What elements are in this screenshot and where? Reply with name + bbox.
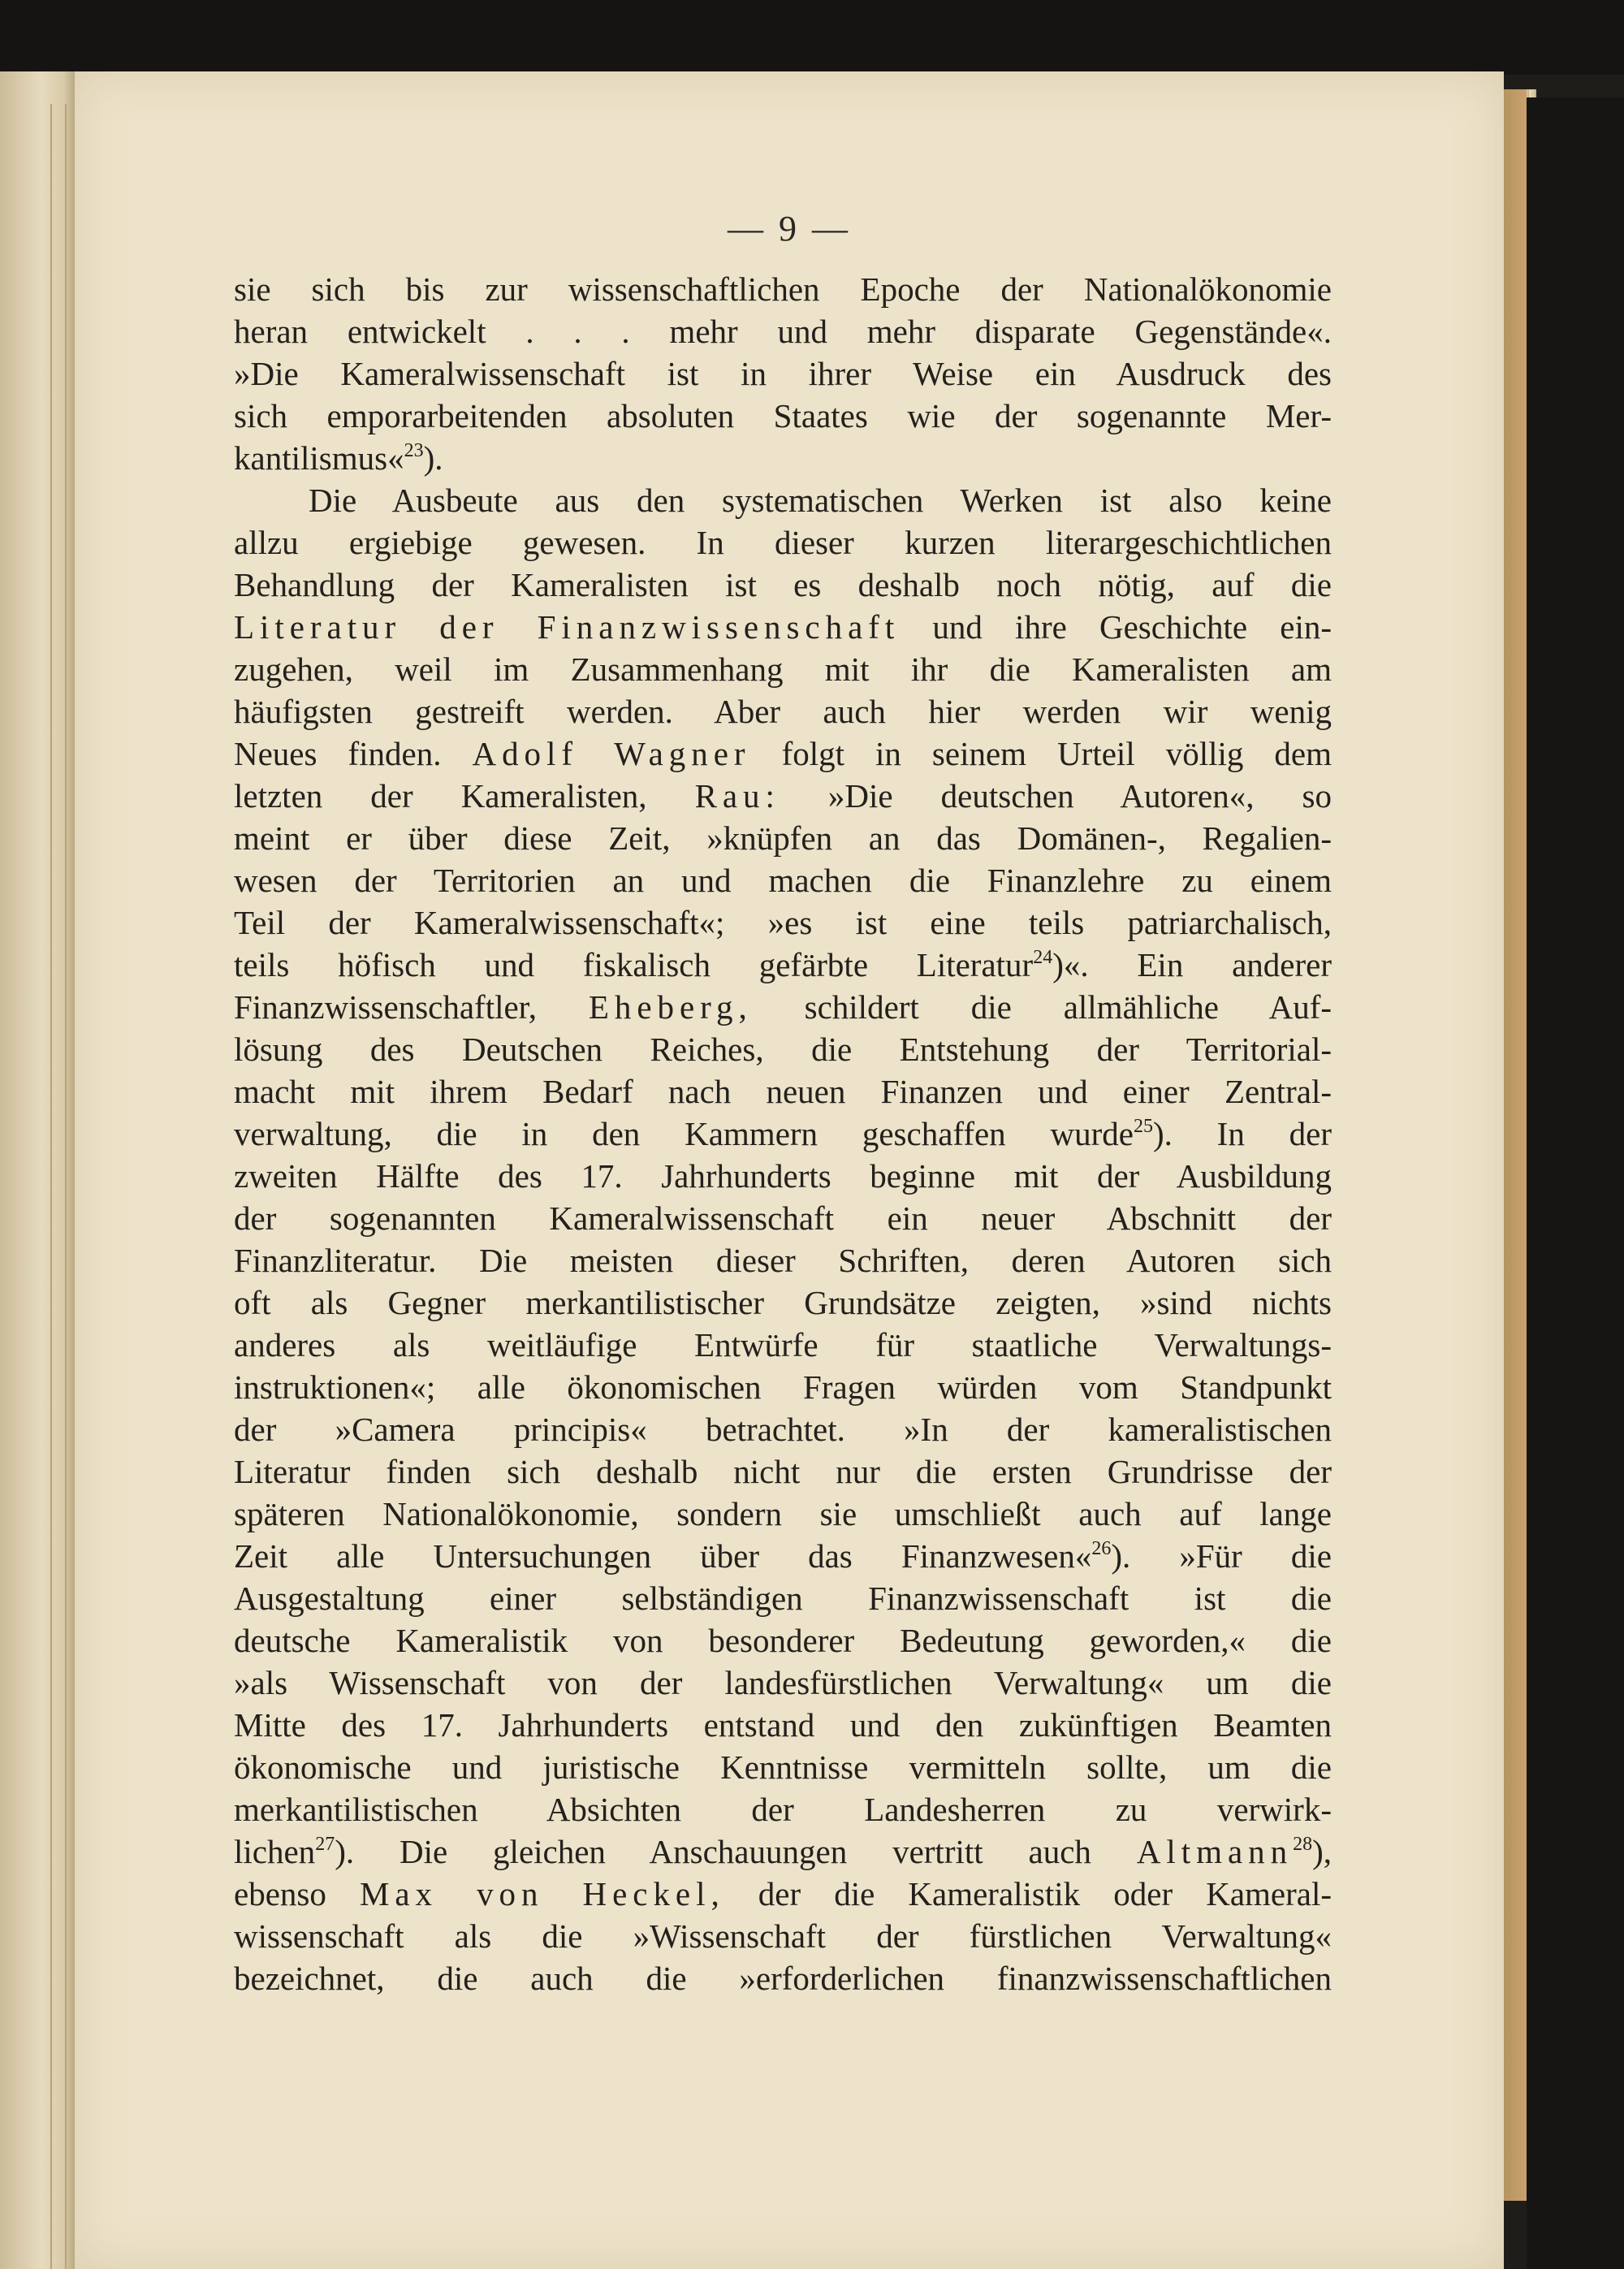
text-line (234, 648, 1332, 690)
text-line (234, 1915, 1332, 1957)
text-line (234, 1113, 1332, 1155)
footnote-ref: 23 (404, 440, 424, 461)
text-line (234, 1028, 1332, 1070)
text-run: teils höfisch und fiskalisch gefärbte Literatur (234, 946, 1034, 983)
text-line (234, 521, 1332, 564)
text-run: ). Die gleichen Anschauungen vertritt auch (335, 1833, 1137, 1870)
text-run: deutsche Kameralistik von besonderer Bedeutung geworden,« die (234, 1622, 1332, 1659)
text-run: Finanzwissenschaftler, (234, 988, 589, 1026)
spaced-name: Eheberg, (588, 988, 753, 1026)
text-line (234, 479, 1332, 521)
text-line (234, 1324, 1332, 1366)
footnote-ref: 24 (1033, 947, 1053, 968)
text-line (234, 986, 1332, 1028)
text-run: Ausgestaltung einer selbständigen Finanzwissenschaft ist die (234, 1580, 1332, 1617)
text-run: späteren Nationalökonomie, sondern sie umschließt auch auf lange (234, 1495, 1332, 1532)
text-run: zugehen, weil im Zusammenhang mit ihr die Kameralisten am (234, 650, 1332, 688)
text-line (234, 606, 1332, 648)
text-run: instruktionen«; alle ökonomischen Fragen würden vom Standpunkt (234, 1368, 1332, 1406)
text-run: ), (1312, 1833, 1332, 1870)
text-run: macht mit ihrem Bedarf nach neuen Finanzen und einer Zentral- (234, 1073, 1332, 1110)
text-line (234, 1070, 1332, 1113)
text-line (234, 1155, 1332, 1197)
footnote-ref: 28 (1293, 1834, 1313, 1855)
text-run: verwaltung, die in den Kammern geschaffen wurde (234, 1115, 1134, 1152)
text-line (234, 1619, 1332, 1662)
spaced-name: Max von Heckel, (359, 1875, 725, 1912)
text-line (234, 901, 1332, 944)
text-run: Die Ausbeute aus den systematischen Werken ist also keine (309, 482, 1332, 519)
text-run: wesen der Territorien an und machen die Finanzlehre zu einem (234, 862, 1332, 899)
text-run: ). In der (1152, 1115, 1332, 1152)
text-run: Mitte des 17. Jahrhunderts entstand und den zukünftigen Beamten (234, 1706, 1332, 1744)
text-line (234, 775, 1332, 817)
text-run: häufigsten gestreift werden. Aber auch hier werden wir wenig (234, 693, 1332, 730)
text-line (234, 1746, 1332, 1788)
text-line (234, 944, 1332, 986)
spaced-name: Adolf Wagner (472, 735, 751, 772)
text-run: der sogenannten Kameralwissenschaft ein neuer Abschnitt der (234, 1199, 1332, 1237)
text-run: ökonomische und juristische Kenntnisse vermitteln sollte, um die (234, 1748, 1332, 1786)
text-line (234, 1830, 1332, 1873)
text-line (234, 1197, 1332, 1239)
text-line (234, 1408, 1332, 1450)
text-line (234, 1577, 1332, 1619)
text-line (234, 1704, 1332, 1746)
text-line (234, 268, 1332, 310)
text-line (234, 395, 1332, 437)
page-fold-line (50, 104, 52, 2269)
text-run: und ihre Geschichte ein- (900, 608, 1332, 646)
text-run: sie sich bis zur wissenschaftlichen Epoche der Nationalökonomie (234, 270, 1332, 308)
book-binding-edge (1504, 89, 1527, 2201)
text-line (234, 352, 1332, 395)
text-line (234, 1450, 1332, 1493)
text-run: meint er über diese Zeit, »knüpfen an das Domänen-, Regalien- (234, 819, 1332, 857)
text-line (234, 564, 1332, 606)
text-line (234, 817, 1332, 859)
text-run: Teil der Kameralwissenschaft«; »es ist eine teils patriarchalisch, (234, 904, 1332, 941)
footnote-ref: 27 (315, 1834, 335, 1855)
text-run: zweiten Hälfte des 17. Jahrhunderts beginne mit der Ausbildung (234, 1157, 1332, 1195)
text-run: lösung des Deutschen Reiches, die Entstehung der Territorial- (234, 1031, 1332, 1068)
text-run: »Die Kameralwissenschaft ist in ihrer Weise ein Ausdruck des (234, 355, 1332, 392)
text-run: »Die deutschen Autoren«, so (780, 777, 1332, 815)
text-run: wissenschaft als die »Wissenschaft der fürstlichen Verwaltung« (234, 1917, 1332, 1955)
text-line (234, 1788, 1332, 1830)
text-line (234, 690, 1332, 733)
text-line (234, 1957, 1332, 1999)
text-run: kantilismus« (234, 439, 404, 477)
text-line (234, 1662, 1332, 1704)
text-run: bezeichnet, die auch die »erforderlichen finanzwissenschaftlichen (234, 1960, 1332, 1997)
text-run: ). »Für die (1111, 1537, 1332, 1575)
text-line (234, 310, 1332, 352)
text-run: Literatur finden sich deshalb nicht nur die ersten Grundrisse der (234, 1453, 1332, 1490)
text-run: schildert die allmähliche Auf- (752, 988, 1332, 1026)
text-run: letzten der Kameralisten, (234, 777, 695, 815)
page-fold-line (65, 104, 67, 2269)
text-run: der »Camera principis« betrachtet. »In der kameralistischen (234, 1411, 1332, 1448)
text-line (234, 1535, 1332, 1577)
text-run: lichen (234, 1833, 316, 1870)
scan-background-right (1527, 97, 1624, 2269)
text-run: sich emporarbeitenden absoluten Staates wie der sogenannte Mer- (234, 397, 1332, 434)
scan-background-top (0, 0, 1624, 75)
book-page (75, 71, 1504, 2269)
text-line (234, 437, 1332, 479)
text-run: folgt in seinem Urteil völlig dem (750, 735, 1332, 772)
text-run: der die Kameralistik oder Kameral- (724, 1875, 1332, 1912)
text-line (234, 733, 1332, 775)
text-run: allzu ergiebige gewesen. In dieser kurzen literargeschichtlichen (234, 524, 1332, 561)
text-line (234, 1239, 1332, 1281)
body-text (234, 268, 1332, 1999)
text-run: merkantilistischen Absichten der Landesherren zu verwirk- (234, 1791, 1332, 1828)
text-line (234, 1493, 1332, 1535)
text-line (234, 1873, 1332, 1915)
text-run: Zeit alle Untersuchungen über das Finanzwesen« (234, 1537, 1092, 1575)
text-run: »als Wissenschaft von der landesfürstlichen Verwaltung« um die (234, 1664, 1332, 1701)
text-run: )«. Ein anderer (1052, 946, 1332, 983)
text-run: anderes als weitläufige Entwürfe für staatliche Verwaltungs- (234, 1326, 1332, 1364)
text-run: ). (423, 439, 443, 477)
footnote-ref: 26 (1091, 1538, 1112, 1559)
text-run: ebenso (234, 1875, 360, 1912)
text-run: Behandlung der Kameralisten ist es deshalb noch nötig, auf die (234, 566, 1332, 603)
previous-page-edge (0, 71, 75, 2269)
text-run: oft als Gegner merkantilistischer Grundsätze zeigten, »sind nichts (234, 1284, 1332, 1321)
page-number: — 9 — (728, 209, 851, 249)
spaced-name: Literatur der Finanzwissenschaft (234, 608, 901, 646)
footnote-ref: 25 (1133, 1116, 1153, 1137)
spaced-name: Rau: (694, 777, 780, 815)
text-line (234, 859, 1332, 901)
text-line (234, 1281, 1332, 1324)
text-run: Neues finden. (234, 735, 473, 772)
text-run: Finanzliteratur. Die meisten dieser Schriften, deren Autoren sich (234, 1242, 1332, 1279)
spaced-name: Altmann (1136, 1833, 1294, 1870)
text-line (234, 1366, 1332, 1408)
text-run: heran entwickelt . . . mehr und mehr disparate Gegenstände«. (234, 313, 1332, 350)
